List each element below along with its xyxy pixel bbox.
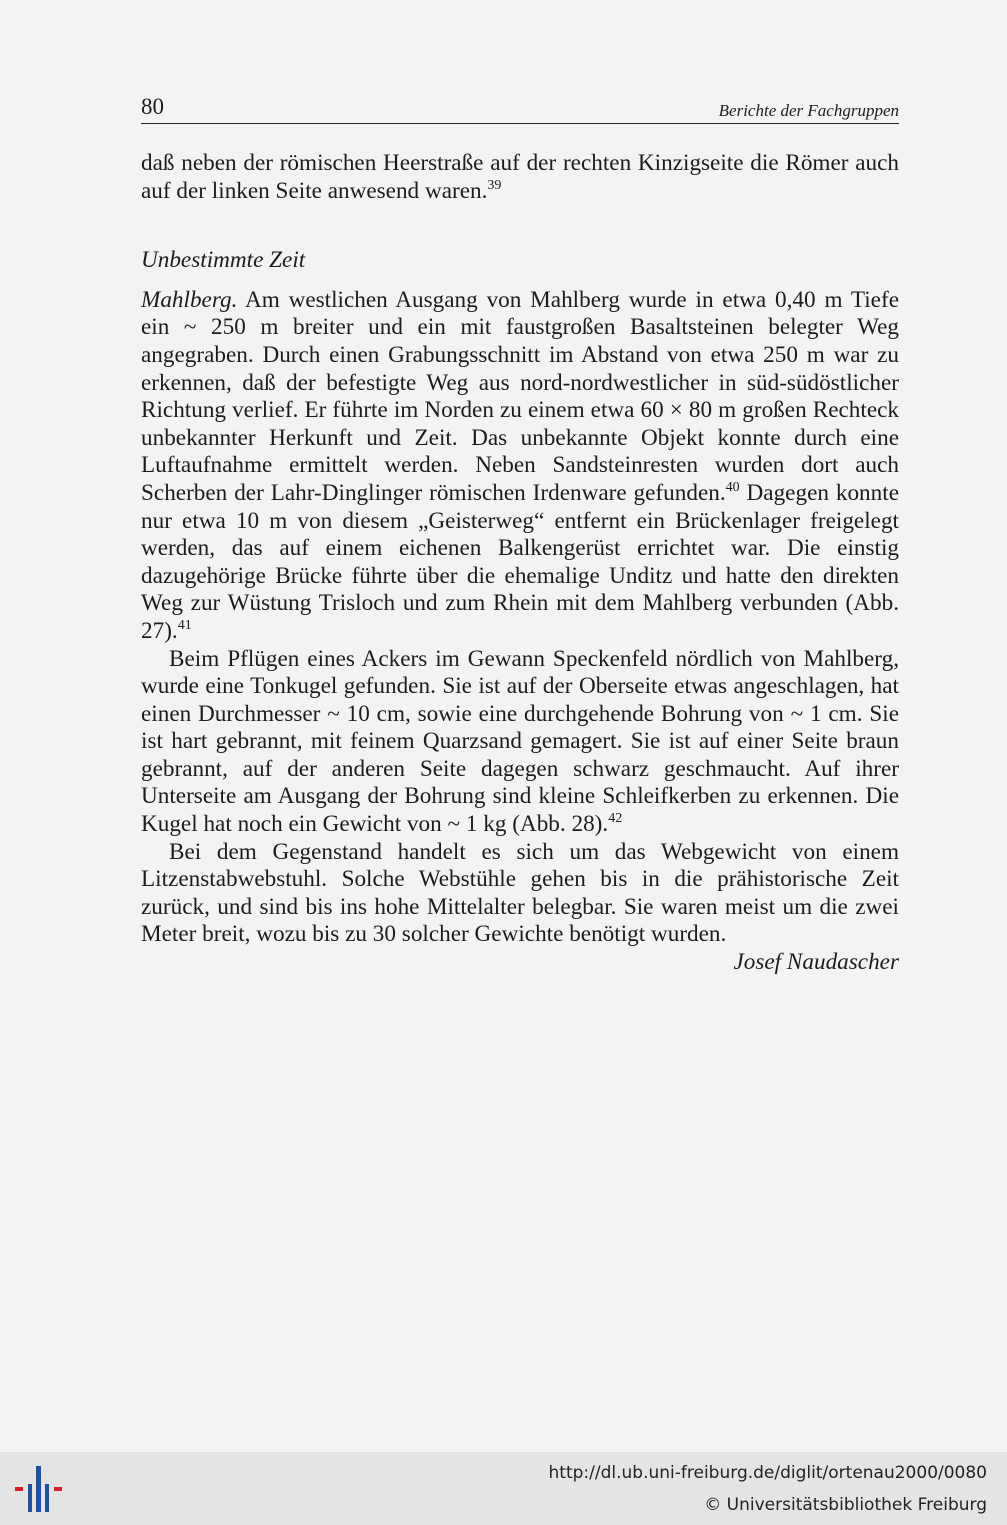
paragraph-text: Bei dem Gegenstand handelt es sich um das Webgewicht von einem Litzenstabwebstuhl. Solche Webstühle gehen bis in die prähistorische Zeit zurück, und sind bis ins hohe Mittelalter belegbar. Sie waren meist um die zwei Meter breit, wozu bis zu 30 solcher Gewichte benötigt wurden. [141,838,899,948]
copyright-notice: © Universitätsbibliothek Freiburg [704,1495,987,1515]
footnote-ref: 42 [608,811,623,827]
paragraph-tonkugel [141,646,899,839]
intro-text: daß neben der römischen Heerstraße auf der rechten Kinzigseite die Römer auch auf der linken Seite anwesend waren. [141,150,899,204]
section-heading: Unbestimmte Zeit [141,247,306,274]
footnote-ref: 39 [487,177,502,193]
body-text [141,150,899,977]
intro-paragraph [141,150,899,205]
paragraph-webgewicht [141,839,899,949]
footer-bar [0,1452,1007,1525]
ub-freiburg-logo-icon[interactable] [14,1464,64,1514]
page-header [141,93,899,124]
paragraph-text: Am westlichen Ausgang von Mahlberg wurde in etwa 0,40 m Tiefe ein ~ 250 m breiter und ein mit faustgroßen Basaltsteinen belegter Weg angegraben. Durch einen Grabungsschnitt im Abstand von etwa 250 m war zu erkennen, daß der befestigte Weg aus nord-nordwestlicher in süd-südöstlicher Richtung verlief. Er führte im Norden zu einem etwa 60 × 80 m großen Rechteck unbekannter Herkunft und Zeit. Das unbekannte Objekt konnte durch eine Luftaufnahme ermittelt werden. Neben Sandsteinresten wurden dort auch Scherben der Lahr-Dinglinger römischen Irdenware gefunden. [141,286,899,506]
paragraph-text: Beim Pflügen eines Ackers im Gewann Speckenfeld nördlich von Mahlberg, wurde eine Tonkugel gefunden. Sie ist auf der Oberseite etwas angeschlagen, hat einen Durchmesser ~ 10 cm, sowie eine durchgehende Bohrung von ~ 1 cm. Sie ist hart gebrannt, mit feinem Quarzsand gemagert. Sie ist auf einer Seite braun gebrannt, auf der anderen Seite dagegen schwarz geschmaucht. Auf ihrer Unterseite am Ausgang der Bohrung sind kleine Schleifkerben zu erkennen. Die Kugel hat noch ein Gewicht von ~ 1 kg (Abb. 28). [141,645,899,838]
page-number: 80 [141,94,164,119]
place-name: Mahlberg. [141,286,238,313]
paragraph-mahlberg [141,287,899,646]
footnote-ref: 41 [177,617,192,633]
paragraph-text: Dagegen konnte nur etwa 10 m von diesem „Geisterweg“ entfernt ein Brückenlager freigelegt werden, das auf einem eichenen Balkengerüst errichtet war. Die einstig dazugehörige Brücke führte über die ehemalige Unditz und hatte den direkten Weg zur Wüstung Trisloch und zum Rhein mit dem Mahlberg verbunden (Abb. 27). [141,479,899,644]
footnote-ref: 40 [725,479,740,495]
running-head: Berichte der Fachgruppen [718,101,899,120]
source-url-link[interactable]: http://dl.ub.uni-freiburg.de/diglit/ortenau2000/0080 [548,1463,987,1483]
author-signature: Josef Naudascher [733,949,899,976]
